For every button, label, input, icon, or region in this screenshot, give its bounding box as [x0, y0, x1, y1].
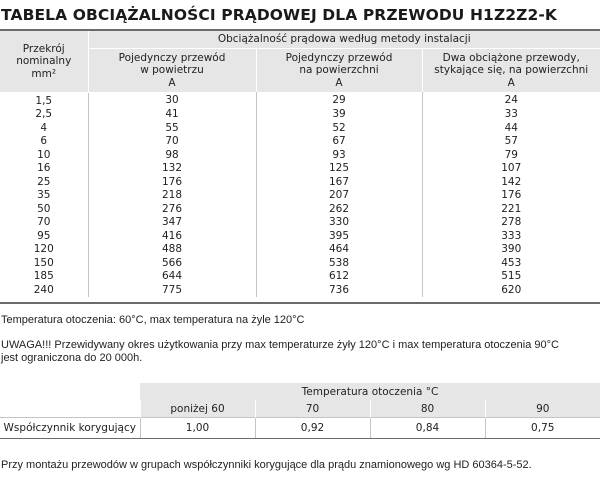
- ambient-temperature-note: Temperatura otoczenia: 60°C, max temperatura na żyle 120°C: [1, 314, 305, 326]
- single-on-surface-cell: 207: [256, 189, 422, 203]
- cross-section-cell: 10: [37, 148, 51, 161]
- correction-factor-table: [0, 383, 600, 439]
- cross-section-cell: 240: [33, 283, 54, 296]
- ampacity-table: [0, 31, 600, 297]
- header-line: stykające się, na powierzchni: [434, 64, 589, 77]
- cross-section-cell: 4: [40, 121, 48, 134]
- cross-section-cell: 1,5: [35, 94, 53, 107]
- single-on-surface-cell: 39: [256, 108, 422, 122]
- temp-header: 80: [370, 400, 485, 418]
- single-in-air-cell: 41: [88, 108, 256, 122]
- table-row: [0, 203, 600, 217]
- cross-section-header: [0, 31, 88, 92]
- two-touching-cell: 390: [422, 243, 600, 257]
- two-touching-cell: 24: [422, 92, 600, 108]
- single-on-surface-cell: 395: [256, 230, 422, 244]
- two-touching-cell: 221: [422, 203, 600, 217]
- correction-factor-label: Współczynnik korygujący: [0, 418, 140, 439]
- correction-factor-value: 0,84: [370, 418, 485, 439]
- single-in-air-cell: 30: [88, 92, 256, 108]
- single-in-air-cell: 347: [88, 216, 256, 230]
- single-on-surface-cell: 125: [256, 162, 422, 176]
- table-row: [0, 270, 600, 284]
- single-in-air-cell: 488: [88, 243, 256, 257]
- header-line: Dwa obciążone przewody,: [442, 51, 580, 64]
- correction-factor-value: 1,00: [140, 418, 255, 439]
- ambient-temperature-header: Temperatura otoczenia °C: [140, 383, 600, 400]
- single-in-air-header: [88, 49, 256, 93]
- ampacity-table-body: [0, 92, 600, 297]
- two-touching-cell: 79: [422, 149, 600, 163]
- grouping-note: Przy montażu przewodów w grupach współczynniki korygujące dla prądu znamionowego wg HD 60364-5-52.: [1, 459, 532, 471]
- single-in-air-cell: 176: [88, 176, 256, 190]
- two-touching-cell: 107: [422, 162, 600, 176]
- two-touching-cell: 33: [422, 108, 600, 122]
- warning-note-line2: jest ograniczona do 20 000h.: [1, 352, 143, 364]
- single-on-surface-cell: 167: [256, 176, 422, 190]
- single-in-air-cell: 70: [88, 135, 256, 149]
- single-on-surface-cell: 538: [256, 257, 422, 271]
- blank-cell: [0, 400, 140, 418]
- table-row: [0, 92, 600, 108]
- single-on-surface-cell: 262: [256, 203, 422, 217]
- table-row: [0, 284, 600, 298]
- header-line: Pojedynczy przewód: [118, 51, 226, 64]
- single-on-surface-header: [256, 49, 422, 93]
- single-on-surface-cell: 52: [256, 122, 422, 136]
- header-unit: A: [335, 76, 343, 89]
- two-touching-cell: 44: [422, 122, 600, 136]
- temp-header: 70: [255, 400, 370, 418]
- cross-section-cell: 150: [33, 256, 54, 269]
- cross-section-cell: 185: [33, 270, 54, 282]
- single-in-air-cell: 276: [88, 203, 256, 217]
- temp-header: poniżej 60: [140, 400, 255, 418]
- two-touching-header: [422, 49, 600, 93]
- two-touching-cell: 142: [422, 176, 600, 190]
- cross-section-cell: 35: [37, 189, 51, 201]
- header-line: Pojedynczy przewód: [285, 51, 393, 64]
- cross-section-cell: 70: [37, 216, 51, 228]
- two-touching-cell: 176: [422, 189, 600, 203]
- table-bottom-rule: [0, 302, 600, 304]
- table-row: [0, 162, 600, 176]
- cross-section-cell: 16: [37, 162, 51, 174]
- single-on-surface-cell: 736: [256, 284, 422, 298]
- blank-cell: [0, 383, 140, 400]
- cross-section-cell: 25: [37, 175, 51, 188]
- table-row: [0, 108, 600, 122]
- warning-note-line1: UWAGA!!! Przewidywany okres użytkowania przy max temperaturze żyły 120°C i max temperatura otoczenia 90°C: [1, 339, 559, 351]
- cross-section-cell: 120: [33, 243, 54, 255]
- single-in-air-cell: 416: [88, 230, 256, 244]
- correction-factor-value: 0,92: [255, 418, 370, 439]
- single-in-air-cell: 132: [88, 162, 256, 176]
- two-touching-cell: 57: [422, 135, 600, 149]
- installation-method-header: Obciążalność prądowa według metody instalacji: [88, 31, 600, 49]
- header-unit: A: [168, 76, 176, 89]
- table-row: [0, 257, 600, 271]
- single-in-air-cell: 644: [88, 270, 256, 284]
- single-on-surface-cell: 93: [256, 149, 422, 163]
- page-title: TABELA OBCIĄŻALNOŚCI PRĄDOWEJ DLA PRZEWODU H1Z2Z2-K: [1, 6, 558, 24]
- table-row: [0, 189, 600, 203]
- header-line: na powierzchni: [299, 64, 379, 77]
- single-on-surface-cell: 330: [256, 216, 422, 230]
- cross-section-header-line: Przekrój: [22, 42, 65, 55]
- table-row: [0, 122, 600, 136]
- table-row: [0, 176, 600, 190]
- single-in-air-cell: 98: [88, 149, 256, 163]
- two-touching-cell: 453: [422, 257, 600, 271]
- single-on-surface-cell: 464: [256, 243, 422, 257]
- table-row: [0, 216, 600, 230]
- table-row: [0, 135, 600, 149]
- two-touching-cell: 515: [422, 270, 600, 284]
- correction-factor-value: 0,75: [485, 418, 600, 439]
- cross-section-header-line: mm²: [31, 67, 57, 80]
- temp-header: 90: [485, 400, 600, 418]
- cross-section-cell: 6: [40, 135, 48, 147]
- header-line: w powietrzu: [140, 64, 204, 77]
- single-in-air-cell: 566: [88, 257, 256, 271]
- single-in-air-cell: 775: [88, 284, 256, 298]
- cross-section-cell: 2,5: [35, 108, 53, 120]
- cross-section-cell: 95: [37, 229, 51, 242]
- single-in-air-cell: 218: [88, 189, 256, 203]
- two-touching-cell: 278: [422, 216, 600, 230]
- header-unit: A: [507, 76, 515, 89]
- cross-section-cell: 50: [37, 202, 51, 215]
- table-row: [0, 149, 600, 163]
- two-touching-cell: 333: [422, 230, 600, 244]
- two-touching-cell: 620: [422, 284, 600, 298]
- single-on-surface-cell: 29: [256, 92, 422, 108]
- single-on-surface-cell: 67: [256, 135, 422, 149]
- single-on-surface-cell: 612: [256, 270, 422, 284]
- cross-section-header-line: nominalny: [16, 55, 72, 67]
- single-in-air-cell: 55: [88, 122, 256, 136]
- table-row: [0, 243, 600, 257]
- table-row: [0, 230, 600, 244]
